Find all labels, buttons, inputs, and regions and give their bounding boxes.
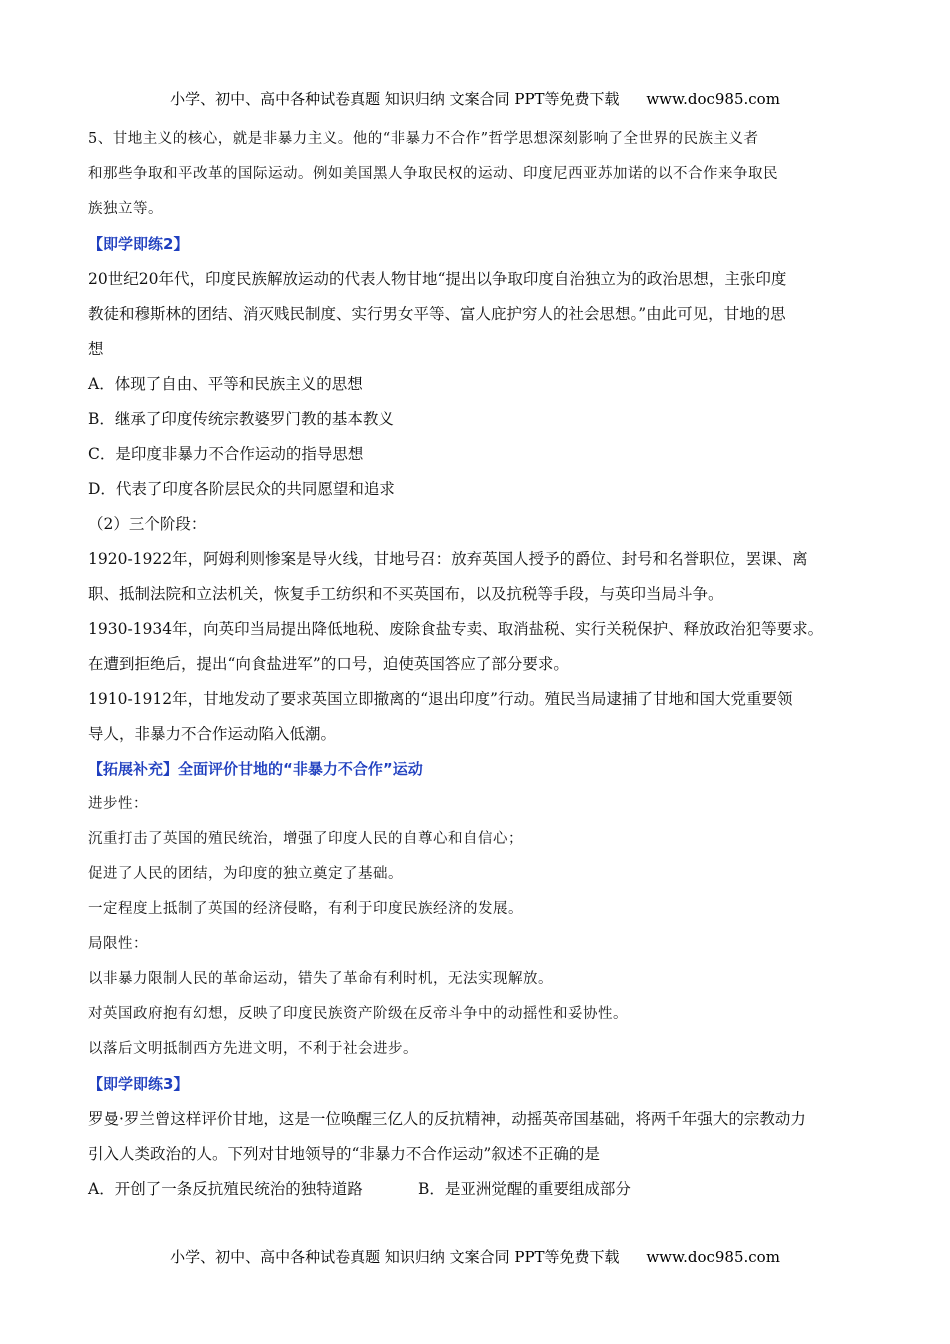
- practice2-stem: 想: [88, 340, 104, 358]
- document-body: [88, 122, 868, 1207]
- stage-text: 1920-1922年，阿姆利则惨案是导火线，甘地号召：放弃英国人授予的爵位、封号和名誉职位，罢课、离: [88, 550, 808, 568]
- header-site-link[interactable]: www.doc985.com: [646, 90, 780, 108]
- practice3-options: [88, 1172, 868, 1207]
- practice3-stem: 引入人类政治的人。下列对甘地领导的“非暴力不合作运动”叙述不正确的是: [88, 1145, 600, 1163]
- progress-item: 一定程度上抵制了英国的经济侵略，有利于印度民族经济的发展。: [88, 901, 523, 917]
- practice2-option-d: D．代表了印度各阶层民众的共同愿望和追求: [88, 480, 395, 498]
- item5-line: 和那些争取和平改革的国际运动。例如美国黑人争取民权的运动、印度尼西亚苏加诺的以不合作来争取民: [88, 166, 778, 182]
- limit-label: 局限性：: [88, 936, 148, 952]
- page-footer: [0, 1246, 950, 1267]
- practice2-option-a: A．体现了自由、平等和民族主义的思想: [88, 375, 363, 393]
- stage-text: 导人，非暴力不合作运动陷入低潮。: [88, 725, 337, 743]
- stage-text: 1930-1934年，向英印当局提出降低地税、废除食盐专卖、取消盐税、实行关税保护、释放政治犯等要求。: [88, 620, 824, 638]
- item5-line: 5、甘地主义的核心，就是非暴力主义。他的“非暴力不合作”哲学思想深刻影响了全世界的民族主义者: [88, 131, 759, 147]
- progress-item: 促进了人民的团结，为印度的独立奠定了基础。: [88, 866, 403, 882]
- limit-item: 对英国政府抱有幻想，反映了印度民族资产阶级在反帝斗争中的动摇性和妥协性。: [88, 1006, 628, 1022]
- practice3-heading: 【即学即练3】: [88, 1075, 189, 1093]
- stage-text: 1910-1912年，甘地发动了要求英国立即撤离的“退出印度”行动。殖民当局逮捕了甘地和国大党重要领: [88, 690, 793, 708]
- progress-item: 沉重打击了英国的殖民统治，增强了印度人民的自尊心和自信心；: [88, 831, 523, 847]
- footer-text: 小学、初中、高中各种试卷真题 知识归纳 文案合同 PPT等免费下载: [170, 1248, 620, 1266]
- header-text: 小学、初中、高中各种试卷真题 知识归纳 文案合同 PPT等免费下载: [170, 90, 620, 108]
- stage-text: 在遭到拒绝后，提出“向食盐进军”的口号，迫使英国答应了部分要求。: [88, 655, 569, 673]
- stage-text: 职、抵制法院和立法机关，恢复手工纺织和不买英国布，以及抗税等手段，与英印当局斗争。: [88, 585, 724, 603]
- practice2-option-b: B．继承了印度传统宗教婆罗门教的基本教义: [88, 410, 394, 428]
- progress-label: 进步性：: [88, 796, 148, 812]
- practice3-stem: 罗曼·罗兰曾这样评价甘地，这是一位唤醒三亿人的反抗精神，动摇英帝国基础，将两千年强大的宗教动力: [88, 1110, 806, 1128]
- supplement-heading: 【拓展补充】全面评价甘地的“非暴力不合作”运动: [88, 760, 423, 778]
- limit-item: 以非暴力限制人民的革命运动，错失了革命有利时机，无法实现解放。: [88, 971, 553, 987]
- limit-item: 以落后文明抵制西方先进文明，不利于社会进步。: [88, 1041, 418, 1057]
- practice3-option-b: B．是亚洲觉醒的重要组成部分: [418, 1180, 631, 1198]
- practice2-stem: 20世纪20年代，印度民族解放运动的代表人物甘地“提出以争取印度自治独立为的政治思想，主张印度: [88, 270, 787, 288]
- practice3-option-a: A．开创了一条反抗殖民统治的独特道路: [88, 1180, 363, 1198]
- item5-line: 族独立等。: [88, 201, 163, 217]
- practice2-option-c: C．是印度非暴力不合作运动的指导思想: [88, 445, 364, 463]
- practice2-heading: 【即学即练2】: [88, 235, 189, 253]
- practice2-stem: 教徒和穆斯林的团结、消灭贱民制度、实行男女平等、富人庇护穷人的社会思想。”由此可见，甘地的思: [88, 305, 786, 323]
- stages-heading: （2）三个阶段：: [88, 515, 207, 533]
- footer-site-link[interactable]: www.doc985.com: [646, 1248, 780, 1266]
- page-header: [0, 88, 950, 109]
